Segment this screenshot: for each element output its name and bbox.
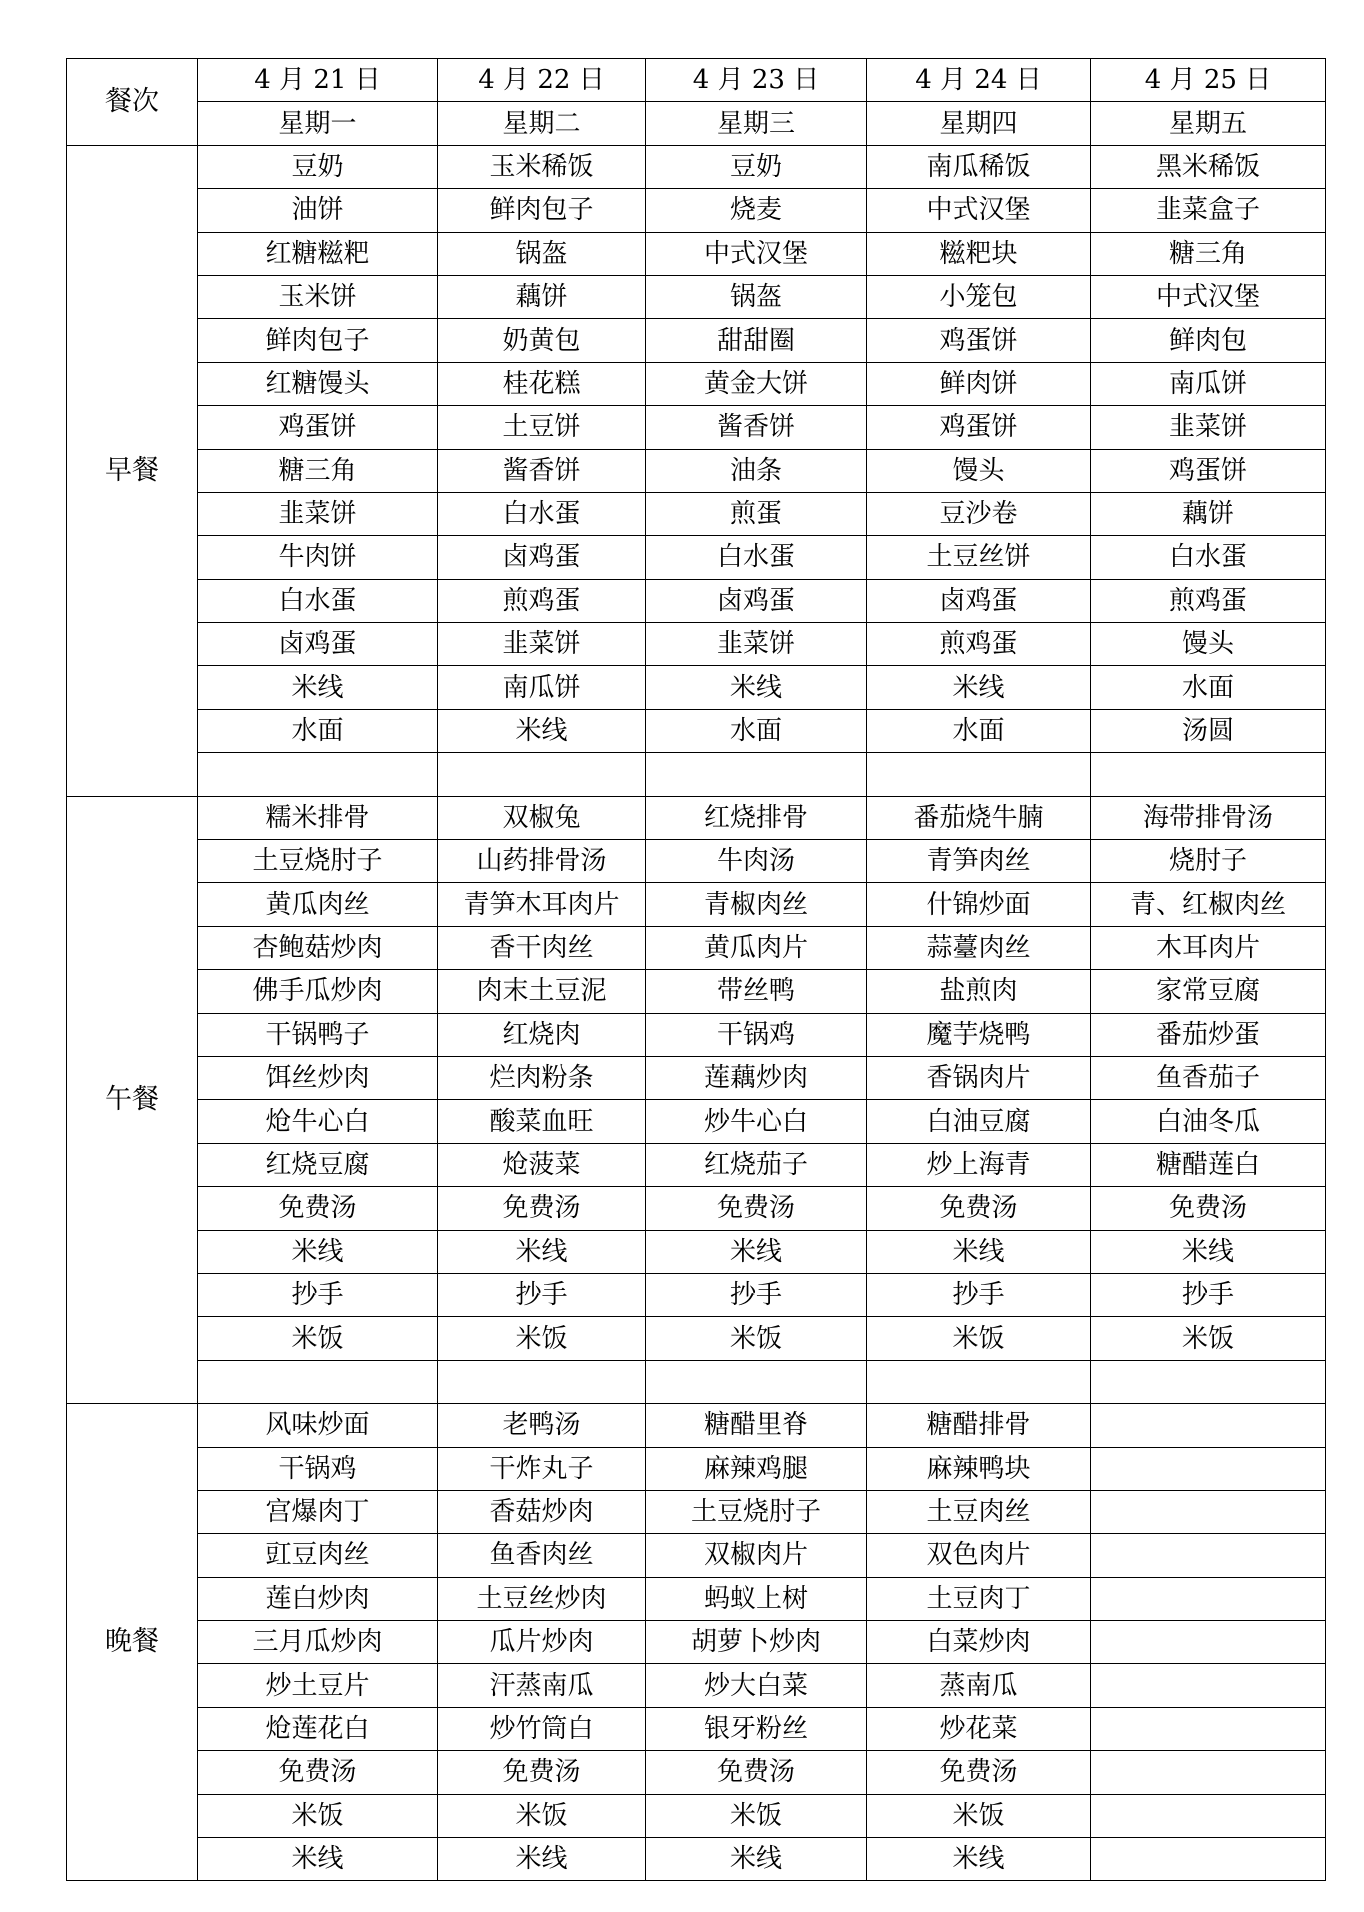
dish-cell: 干锅鸡 — [198, 1447, 438, 1490]
weekday-cell: 星期三 — [646, 102, 867, 145]
date-cell: 4 月 22 日 — [438, 59, 646, 102]
menu-row — [67, 145, 1326, 188]
menu-row — [67, 1273, 1326, 1316]
dish-cell — [867, 1360, 1091, 1403]
dish-cell — [438, 1360, 646, 1403]
dish-cell — [1091, 1751, 1326, 1794]
dish-cell: 三月瓜炒肉 — [198, 1621, 438, 1664]
dish-cell: 双椒兔 — [438, 796, 646, 839]
menu-row — [67, 1751, 1326, 1794]
dish-cell — [1091, 1664, 1326, 1707]
dish-cell: 锅盔 — [646, 275, 867, 318]
dish-cell: 干锅鸭子 — [198, 1013, 438, 1056]
menu-row — [67, 536, 1326, 579]
weekday-cell: 星期五 — [1091, 102, 1326, 145]
dish-cell: 白油豆腐 — [867, 1100, 1091, 1143]
date-cell: 4 月 24 日 — [867, 59, 1091, 102]
dish-cell: 鲜肉包子 — [198, 319, 438, 362]
dish-cell: 木耳肉片 — [1091, 926, 1326, 969]
dish-cell: 炒牛心白 — [646, 1100, 867, 1143]
dish-cell: 红糖馒头 — [198, 362, 438, 405]
dish-cell: 免费汤 — [867, 1187, 1091, 1230]
dish-cell: 白水蛋 — [198, 579, 438, 622]
dish-cell — [1091, 1360, 1326, 1403]
dish-cell: 糖醋莲白 — [1091, 1143, 1326, 1186]
dish-cell: 甜甜圈 — [646, 319, 867, 362]
dish-cell: 酱香饼 — [646, 406, 867, 449]
menu-header — [67, 59, 1326, 146]
dish-cell: 鸡蛋饼 — [1091, 449, 1326, 492]
dish-cell: 红烧排骨 — [646, 796, 867, 839]
weekday-cell: 星期四 — [867, 102, 1091, 145]
dish-cell: 莲藕炒肉 — [646, 1056, 867, 1099]
dish-cell — [646, 753, 867, 796]
dish-cell: 炒花菜 — [867, 1707, 1091, 1750]
dish-cell: 青笋肉丝 — [867, 840, 1091, 883]
menu-row — [67, 1621, 1326, 1664]
dish-cell: 米线 — [438, 1230, 646, 1273]
meal-column-header: 餐次 — [67, 59, 198, 146]
dish-cell: 番茄烧牛腩 — [867, 796, 1091, 839]
menu-row — [67, 709, 1326, 752]
dish-cell: 玉米饼 — [198, 275, 438, 318]
dish-cell: 番茄炒蛋 — [1091, 1013, 1326, 1056]
dish-cell — [646, 1360, 867, 1403]
dish-cell: 土豆丝炒肉 — [438, 1577, 646, 1620]
dish-cell: 双色肉片 — [867, 1534, 1091, 1577]
dish-cell: 黄瓜肉片 — [646, 926, 867, 969]
dish-cell: 莲白炒肉 — [198, 1577, 438, 1620]
dish-cell: 米线 — [198, 1838, 438, 1881]
dish-cell: 汤圆 — [1091, 709, 1326, 752]
dish-cell: 米饭 — [438, 1317, 646, 1360]
dish-cell: 韭菜盒子 — [1091, 189, 1326, 232]
dish-cell — [1091, 1577, 1326, 1620]
menu-row — [67, 1230, 1326, 1273]
dish-cell: 米饭 — [198, 1317, 438, 1360]
dish-cell: 免费汤 — [867, 1751, 1091, 1794]
dish-cell: 锅盔 — [438, 232, 646, 275]
dish-cell: 白水蛋 — [438, 492, 646, 535]
menu-row — [67, 1187, 1326, 1230]
dish-cell: 韭菜饼 — [1091, 406, 1326, 449]
dish-cell: 红糖糍粑 — [198, 232, 438, 275]
weekly-menu-table — [66, 58, 1326, 1881]
dish-cell: 青、红椒肉丝 — [1091, 883, 1326, 926]
dish-cell: 抄手 — [867, 1273, 1091, 1316]
dish-cell: 玉米稀饭 — [438, 145, 646, 188]
dish-cell: 家常豆腐 — [1091, 970, 1326, 1013]
dish-cell: 青椒肉丝 — [646, 883, 867, 926]
dish-cell: 米饭 — [1091, 1317, 1326, 1360]
dish-cell: 煎鸡蛋 — [867, 623, 1091, 666]
dish-cell: 抄手 — [198, 1273, 438, 1316]
dish-cell: 糯米排骨 — [198, 796, 438, 839]
dish-cell: 炒大白菜 — [646, 1664, 867, 1707]
dish-cell — [438, 753, 646, 796]
dish-cell: 抄手 — [438, 1273, 646, 1316]
dish-cell — [867, 753, 1091, 796]
dish-cell: 豆奶 — [198, 145, 438, 188]
menu-row — [67, 1404, 1326, 1447]
dish-cell: 蚂蚁上树 — [646, 1577, 867, 1620]
menu-row — [67, 926, 1326, 969]
dish-cell: 小笼包 — [867, 275, 1091, 318]
dish-cell: 银牙粉丝 — [646, 1707, 867, 1750]
dish-cell: 免费汤 — [438, 1751, 646, 1794]
dish-cell: 南瓜饼 — [438, 666, 646, 709]
dish-cell: 米线 — [646, 1838, 867, 1881]
dish-cell: 鱼香肉丝 — [438, 1534, 646, 1577]
dish-cell: 油条 — [646, 449, 867, 492]
menu-row — [67, 1143, 1326, 1186]
date-cell: 4 月 23 日 — [646, 59, 867, 102]
dish-cell: 糖三角 — [1091, 232, 1326, 275]
dish-cell: 土豆烧肘子 — [646, 1490, 867, 1533]
menu-row — [67, 232, 1326, 275]
dish-cell: 牛肉汤 — [646, 840, 867, 883]
dish-cell: 白油冬瓜 — [1091, 1100, 1326, 1143]
dish-cell: 汗蒸南瓜 — [438, 1664, 646, 1707]
menu-row — [67, 623, 1326, 666]
menu-row — [67, 362, 1326, 405]
dish-cell: 米线 — [1091, 1230, 1326, 1273]
dish-cell — [1091, 1838, 1326, 1881]
dish-cell: 米线 — [646, 666, 867, 709]
dish-cell: 青笋木耳肉片 — [438, 883, 646, 926]
dish-cell: 炝莲花白 — [198, 1707, 438, 1750]
dish-cell: 豆奶 — [646, 145, 867, 188]
dish-cell: 馒头 — [1091, 623, 1326, 666]
dish-cell — [1091, 1794, 1326, 1837]
dinner-label: 晚餐 — [67, 1404, 198, 1881]
menu-row — [67, 1013, 1326, 1056]
dish-cell: 瓜片炒肉 — [438, 1621, 646, 1664]
menu-row — [67, 275, 1326, 318]
dish-cell: 土豆肉丝 — [867, 1490, 1091, 1533]
dish-cell: 糖三角 — [198, 449, 438, 492]
dish-cell: 免费汤 — [1091, 1187, 1326, 1230]
dish-cell: 炒竹筒白 — [438, 1707, 646, 1750]
dish-cell: 海带排骨汤 — [1091, 796, 1326, 839]
dish-cell: 干炸丸子 — [438, 1447, 646, 1490]
dish-cell: 抄手 — [646, 1273, 867, 1316]
menu-row — [67, 406, 1326, 449]
dish-cell: 干锅鸡 — [646, 1013, 867, 1056]
dish-cell: 米饭 — [646, 1794, 867, 1837]
dish-cell: 红烧豆腐 — [198, 1143, 438, 1186]
dish-cell — [198, 753, 438, 796]
dish-cell — [1091, 1447, 1326, 1490]
dish-cell: 胡萝卜炒肉 — [646, 1621, 867, 1664]
dish-cell: 鲜肉包子 — [438, 189, 646, 232]
dish-cell: 免费汤 — [198, 1751, 438, 1794]
dish-cell: 香干肉丝 — [438, 926, 646, 969]
dish-cell: 煎鸡蛋 — [1091, 579, 1326, 622]
dish-cell: 藕饼 — [438, 275, 646, 318]
dish-cell: 鲜肉饼 — [867, 362, 1091, 405]
dish-cell: 宫爆肉丁 — [198, 1490, 438, 1533]
breakfast-label: 早餐 — [67, 145, 198, 796]
dish-cell: 烧肘子 — [1091, 840, 1326, 883]
dish-cell: 鸡蛋饼 — [867, 319, 1091, 362]
dish-cell: 香锅肉片 — [867, 1056, 1091, 1099]
dish-cell: 白菜炒肉 — [867, 1621, 1091, 1664]
dish-cell: 杏鲍菇炒肉 — [198, 926, 438, 969]
dish-cell: 煎蛋 — [646, 492, 867, 535]
dish-cell: 黑米稀饭 — [1091, 145, 1326, 188]
dish-cell: 炒土豆片 — [198, 1664, 438, 1707]
menu-row — [67, 796, 1326, 839]
dish-cell: 鲜肉包 — [1091, 319, 1326, 362]
dish-cell: 麻辣鸭块 — [867, 1447, 1091, 1490]
dish-cell: 白水蛋 — [646, 536, 867, 579]
dish-cell: 牛肉饼 — [198, 536, 438, 579]
dish-cell: 米饭 — [867, 1317, 1091, 1360]
dish-cell: 米饭 — [198, 1794, 438, 1837]
menu-row — [67, 1838, 1326, 1881]
dish-cell: 南瓜饼 — [1091, 362, 1326, 405]
dish-cell: 魔芋烧鸭 — [867, 1013, 1091, 1056]
dish-cell: 土豆肉丁 — [867, 1577, 1091, 1620]
dish-cell: 老鸭汤 — [438, 1404, 646, 1447]
dish-cell: 米线 — [646, 1230, 867, 1273]
dish-cell: 韭菜饼 — [646, 623, 867, 666]
dish-cell: 鸡蛋饼 — [198, 406, 438, 449]
dish-cell: 水面 — [198, 709, 438, 752]
dish-cell: 鱼香茄子 — [1091, 1056, 1326, 1099]
menu-body — [67, 145, 1326, 1881]
dish-cell: 炝牛心白 — [198, 1100, 438, 1143]
dish-cell: 免费汤 — [438, 1187, 646, 1230]
dish-cell: 南瓜稀饭 — [867, 145, 1091, 188]
dish-cell: 免费汤 — [646, 1187, 867, 1230]
dish-cell: 风味炒面 — [198, 1404, 438, 1447]
dish-cell — [1091, 1404, 1326, 1447]
dish-cell: 黄瓜肉丝 — [198, 883, 438, 926]
dish-cell — [1091, 1534, 1326, 1577]
dish-cell: 白水蛋 — [1091, 536, 1326, 579]
dish-cell: 韭菜饼 — [438, 623, 646, 666]
dish-cell: 桂花糕 — [438, 362, 646, 405]
dish-cell: 免费汤 — [646, 1751, 867, 1794]
dish-cell: 米线 — [438, 1838, 646, 1881]
menu-row — [67, 970, 1326, 1013]
dish-cell: 糖醋排骨 — [867, 1404, 1091, 1447]
lunch-label: 午餐 — [67, 796, 198, 1403]
dish-cell: 卤鸡蛋 — [646, 579, 867, 622]
dish-cell: 香菇炒肉 — [438, 1490, 646, 1533]
dish-cell: 黄金大饼 — [646, 362, 867, 405]
menu-row — [67, 1056, 1326, 1099]
menu-row — [67, 1360, 1326, 1403]
menu-row — [67, 753, 1326, 796]
menu-row — [67, 319, 1326, 362]
dish-cell: 烧麦 — [646, 189, 867, 232]
dish-cell: 炝菠菜 — [438, 1143, 646, 1186]
dish-cell: 蒜薹肉丝 — [867, 926, 1091, 969]
dish-cell: 鸡蛋饼 — [867, 406, 1091, 449]
date-row — [67, 59, 1326, 102]
dish-cell: 米线 — [198, 666, 438, 709]
dish-cell: 什锦炒面 — [867, 883, 1091, 926]
weekday-cell: 星期二 — [438, 102, 646, 145]
dish-cell — [1091, 1490, 1326, 1533]
dish-cell: 米饭 — [438, 1794, 646, 1837]
dish-cell: 米饭 — [646, 1317, 867, 1360]
dish-cell: 糍粑块 — [867, 232, 1091, 275]
dish-cell: 烂肉粉条 — [438, 1056, 646, 1099]
dish-cell: 油饼 — [198, 189, 438, 232]
weekday-cell: 星期一 — [198, 102, 438, 145]
dish-cell: 土豆饼 — [438, 406, 646, 449]
dish-cell: 土豆丝饼 — [867, 536, 1091, 579]
menu-row — [67, 1664, 1326, 1707]
dish-cell: 带丝鸭 — [646, 970, 867, 1013]
dish-cell: 肉末土豆泥 — [438, 970, 646, 1013]
menu-row — [67, 1707, 1326, 1750]
dish-cell: 馒头 — [867, 449, 1091, 492]
dish-cell: 韭菜饼 — [198, 492, 438, 535]
dish-cell: 煎鸡蛋 — [438, 579, 646, 622]
menu-row — [67, 1317, 1326, 1360]
dish-cell: 米线 — [867, 666, 1091, 709]
dish-cell: 米线 — [438, 709, 646, 752]
dish-cell: 土豆烧肘子 — [198, 840, 438, 883]
dish-cell: 中式汉堡 — [867, 189, 1091, 232]
dish-cell: 米线 — [198, 1230, 438, 1273]
dish-cell: 藕饼 — [1091, 492, 1326, 535]
menu-row — [67, 579, 1326, 622]
dish-cell: 水面 — [1091, 666, 1326, 709]
menu-row — [67, 189, 1326, 232]
dish-cell: 水面 — [867, 709, 1091, 752]
dish-cell: 米线 — [867, 1230, 1091, 1273]
date-cell: 4 月 21 日 — [198, 59, 438, 102]
dish-cell: 饵丝炒肉 — [198, 1056, 438, 1099]
dish-cell — [198, 1360, 438, 1403]
dish-cell — [1091, 1707, 1326, 1750]
dish-cell — [1091, 753, 1326, 796]
menu-row — [67, 666, 1326, 709]
dish-cell: 米饭 — [867, 1794, 1091, 1837]
dish-cell: 卤鸡蛋 — [198, 623, 438, 666]
dish-cell: 红烧茄子 — [646, 1143, 867, 1186]
dish-cell: 双椒肉片 — [646, 1534, 867, 1577]
dish-cell: 卤鸡蛋 — [438, 536, 646, 579]
dish-cell: 糖醋里脊 — [646, 1404, 867, 1447]
dish-cell: 米线 — [867, 1838, 1091, 1881]
menu-row — [67, 449, 1326, 492]
dish-cell: 中式汉堡 — [646, 232, 867, 275]
menu-row — [67, 1100, 1326, 1143]
menu-row — [67, 1447, 1326, 1490]
menu-row — [67, 840, 1326, 883]
dish-cell: 蒸南瓜 — [867, 1664, 1091, 1707]
dish-cell: 盐煎肉 — [867, 970, 1091, 1013]
menu-row — [67, 1534, 1326, 1577]
date-cell: 4 月 25 日 — [1091, 59, 1326, 102]
dish-cell: 酸菜血旺 — [438, 1100, 646, 1143]
dish-cell: 免费汤 — [198, 1187, 438, 1230]
weekday-row — [67, 102, 1326, 145]
menu-row — [67, 1577, 1326, 1620]
dish-cell: 奶黄包 — [438, 319, 646, 362]
dish-cell: 豆沙卷 — [867, 492, 1091, 535]
dish-cell: 酱香饼 — [438, 449, 646, 492]
dish-cell: 红烧肉 — [438, 1013, 646, 1056]
menu-row — [67, 1490, 1326, 1533]
dish-cell: 抄手 — [1091, 1273, 1326, 1316]
menu-row — [67, 1794, 1326, 1837]
dish-cell: 麻辣鸡腿 — [646, 1447, 867, 1490]
dish-cell: 佛手瓜炒肉 — [198, 970, 438, 1013]
menu-row — [67, 883, 1326, 926]
dish-cell: 卤鸡蛋 — [867, 579, 1091, 622]
dish-cell — [1091, 1621, 1326, 1664]
dish-cell: 豇豆肉丝 — [198, 1534, 438, 1577]
menu-row — [67, 492, 1326, 535]
dish-cell: 水面 — [646, 709, 867, 752]
dish-cell: 炒上海青 — [867, 1143, 1091, 1186]
dish-cell: 中式汉堡 — [1091, 275, 1326, 318]
dish-cell: 山药排骨汤 — [438, 840, 646, 883]
